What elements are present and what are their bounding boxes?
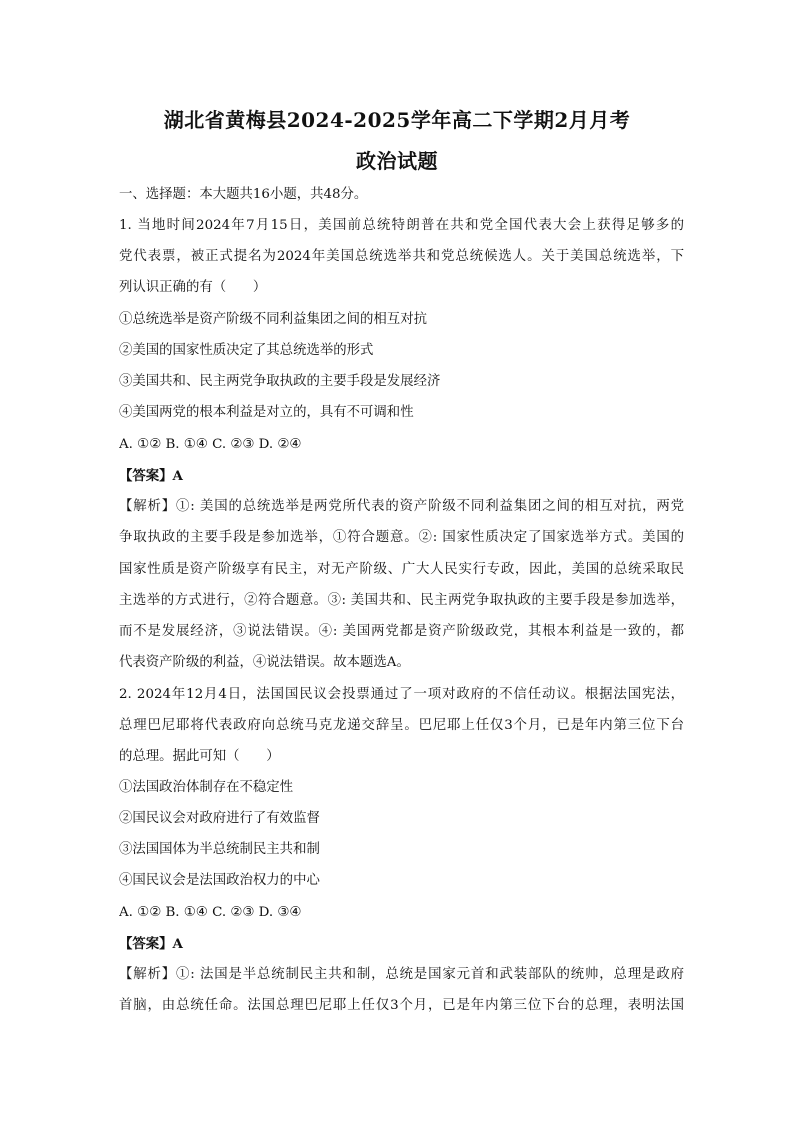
q1-stem-line: 列认识正确的有（ ） xyxy=(119,280,267,295)
q1-stem-line: 1. 当地时间2024年7月15日，美国前总统特朗普在共和党全国代表大会上获得足够多的 xyxy=(119,218,684,233)
q2-option: ②国民议会对政府进行了有效监督 xyxy=(119,811,320,826)
q1-analysis-line: 国家性质是资产阶级享有民主，对无产阶级、广大人民实行专政，因此，美国的总统采取民 xyxy=(119,562,684,577)
q1-analysis-line: 而不是发展经济，③说法错误。④: 美国两党都是资产阶级政党，其根本利益是一致的，都 xyxy=(119,624,684,639)
section-header: 一、选择题：本大题共16小题，共48分。 xyxy=(119,187,368,202)
q2-option: ①法国政治体制存在不稳定性 xyxy=(119,780,294,795)
q2-option: ③法国国体为半总统制民主共和制 xyxy=(119,842,320,857)
q2-option: ④国民议会是法国政治权力的中心 xyxy=(119,873,320,888)
q2-analysis-line: 首脑，由总统任命。法国总理巴尼耶上任仅3个月，已是年内第三位下台的总理，表明法国 xyxy=(119,998,684,1013)
q2-answer: 【答案】A xyxy=(119,936,183,952)
document-title: 湖北省黄梅县2024-2025学年高二下学期2月月考 xyxy=(163,108,631,132)
q1-answer: 【答案】A xyxy=(119,468,183,484)
q1-analysis-line: 代表资产阶级的利益，④说法错误。故本题选A。 xyxy=(119,655,410,670)
q2-stem-line: 2. 2024年12月4日，法国国民议会投票通过了一项对政府的不信任动议。根据法国宪法， xyxy=(119,687,684,702)
q1-analysis-line: 【解析】①: 美国的总统选举是两党所代表的资产阶级不同利益集团之间的相互对抗，两党 xyxy=(119,499,684,514)
q2-choices: A. ①② B. ①④ C. ②③ D. ③④ xyxy=(119,905,302,920)
q1-choices: A. ①② B. ①④ C. ②③ D. ②④ xyxy=(119,437,302,452)
q1-stem-line: 党代表票，被正式提名为2024年美国总统选举共和党总统候选人。关于美国总统选举，下 xyxy=(119,249,684,264)
q1-option: ②美国的国家性质决定了其总统选举的形式 xyxy=(119,343,374,358)
q2-stem-line: 总理巴尼耶将代表政府向总统马克龙递交辞呈。巴尼耶上任仅3个月，已是年内第三位下台 xyxy=(119,718,684,733)
document-subtitle: 政治试题 xyxy=(356,149,438,173)
q1-analysis-line: 主选举的方式进行，②符合题意。③: 美国共和、民主两党争取执政的主要手段是参加选举， xyxy=(119,593,684,608)
q1-analysis-line: 争取执政的主要手段是参加选举，①符合题意。②: 国家性质决定了国家选举方式。美国的 xyxy=(119,530,684,545)
q1-option: ④美国两党的根本利益是对立的，具有不可调和性 xyxy=(119,405,414,420)
q2-analysis-line: 【解析】①: 法国是半总统制民主共和制，总统是国家元首和武装部队的统帅，总理是政府 xyxy=(119,967,684,982)
q2-stem-line: 的总理。据此可知（ ） xyxy=(119,749,280,764)
q1-option: ③美国共和、民主两党争取执政的主要手段是发展经济 xyxy=(119,374,441,389)
q1-option: ①总统选举是资产阶级不同利益集团之间的相互对抗 xyxy=(119,312,427,327)
